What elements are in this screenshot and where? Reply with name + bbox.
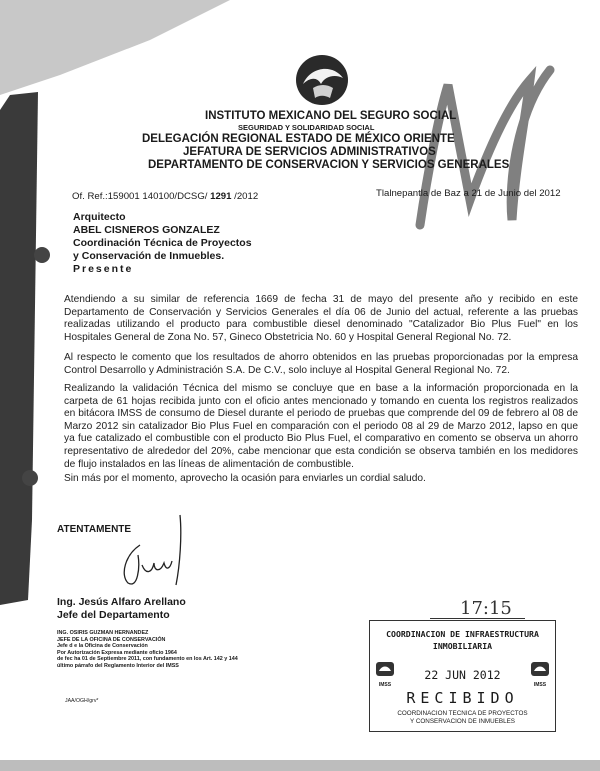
delegate-note-line: último párrafo del Reglamento Interior del IMSS [57,662,179,669]
delegate-note-line: de fec ha 01 de Septiembre 2011, con fundamento en los Art. 142 y 144 [57,656,238,663]
signer-name: Ing. Jesús Alfaro Arellano [57,596,186,608]
closing-line: Sin más por el momento, aprovecho la ocasión para enviarles un cordial saludo. [64,473,426,484]
paragraph-1: Atendiendo a su similar de referencia 1669 de fecha 31 de mayo del presente año y recibido en este Departamento de Conservación y Servicios Generales el día 06 de Junio del actual, referente a las pruebas realizadas utilizando el producto para combustible diesel denominado "Catalizador Bio Plus Fuel" en los Hospitales General de Zona No. 57, Gineco Obstetricia No. 60 y Hospital General Regional No. 72. [64,294,578,343]
department-title: DEPARTAMENTO DE CONSERVACION Y SERVICIOS GENERALES [148,159,510,171]
reference-number [72,191,258,202]
received-stamp [369,620,556,732]
initials: JAA/OGH/grv* [65,698,99,704]
reference-folio: 1291 [210,191,232,202]
institute-name: INSTITUTO MEXICANO DEL SEGURO SOCIAL [205,110,457,122]
stamp-line1: COORDINACION DE INFRAESTRUCTURA [386,629,539,639]
stamp-time-underline [430,618,525,619]
delegate-note-line: JEFE DE LA OFICINA DE CONSERVACIÓN [57,636,166,643]
delegate-note [57,630,238,670]
stamp-received: RECIBIDO [406,689,519,707]
delegate-note-line: ING. OSIRIS GUZMAN HERNANDEZ [57,630,149,636]
recipient-title: Arquitecto [73,211,126,223]
stamp-eagle-icon [530,661,550,677]
recipient-line1: Coordinación Técnica de Proyectos [73,237,252,249]
stamp-foot2: Y CONSERVACION DE INMUEBLES [410,718,515,725]
recipient-name: ABEL CISNEROS GONZALEZ [73,224,220,236]
institute-motto: SEGURIDAD Y SOLIDARIDAD SOCIAL [238,123,375,132]
stamp-logo-label: IMSS [533,682,547,688]
delegate-note-line: Por Autorización Expresa mediante oficio 1964 [57,649,177,656]
stamp-handwritten-time: 17:15 [460,598,512,619]
jefatura-title: JEFATURA DE SERVICIOS ADMINISTRATIVOS [183,146,436,158]
delegate-note-line: Jefe d e la Oficina de Conservación [57,643,148,650]
atentamente-label: ATENTAMENTE [57,524,132,535]
recipient-line2: y Conservación de Inmuebles. [73,250,225,262]
signer-block [57,596,186,622]
stamp-foot1: COORDINACION TECNICA DE PROYECTOS [397,710,528,717]
signature-graphic [110,505,200,590]
recipient-presente: Presente [73,263,134,275]
signer-role: Jefe del Departamento [57,609,170,621]
paragraph-3: Realizando la validación Técnica del mismo se concluye que en base a la información proporcionada en la carpeta de 61 hojas recibida junto con el oficio antes mencionado y tomando en cuenta los registros realizados en bitácora IMSS de consumo de Diesel durante el periodo de pruebas que comprende del 09 de febrero al 08 de Marzo 2012 sin catalizador Bio Plus Fuel en comparación con el periodo 08 al 29 de Marzo 2012, lapso en que ya fue catalizado el combustible con el producto Bio Plus Fuel, el comparativo en comento se observa un ahorro representativo de alrededor del 20%, cabe mencionar que esta condición se observa también en los medidores de flujo instalados en las líneas de alimentación de combustible. [64,383,578,470]
delegation-title: DELEGACIÓN REGIONAL ESTADO DE MÉXICO ORIENTE [142,133,455,145]
reference-suffix: /2012 [234,191,259,202]
stamp-line2: INMOBILIARIA [432,641,493,651]
stamp-logo-right [529,661,551,688]
stamp-logo-label: IMSS [378,682,392,688]
recipient-block [73,211,252,276]
stamp-date: 22 JUN 2012 [424,668,501,682]
place-date: Tlalnepantla de Baz a 21 de Junio del 2012 [376,188,561,199]
imss-eagle-logo [295,54,350,106]
paragraph-2: Al respecto le comento que los resultados de ahorro obtenidos en las pruebas proporcionadas por la empresa Control Desarrollo y Administración S.A. De C.V., solo incluye al Hospital General Regional No. 72. [64,352,578,376]
reference-prefix: Of. Ref.:159001 140100/DCSG/ [72,191,208,202]
